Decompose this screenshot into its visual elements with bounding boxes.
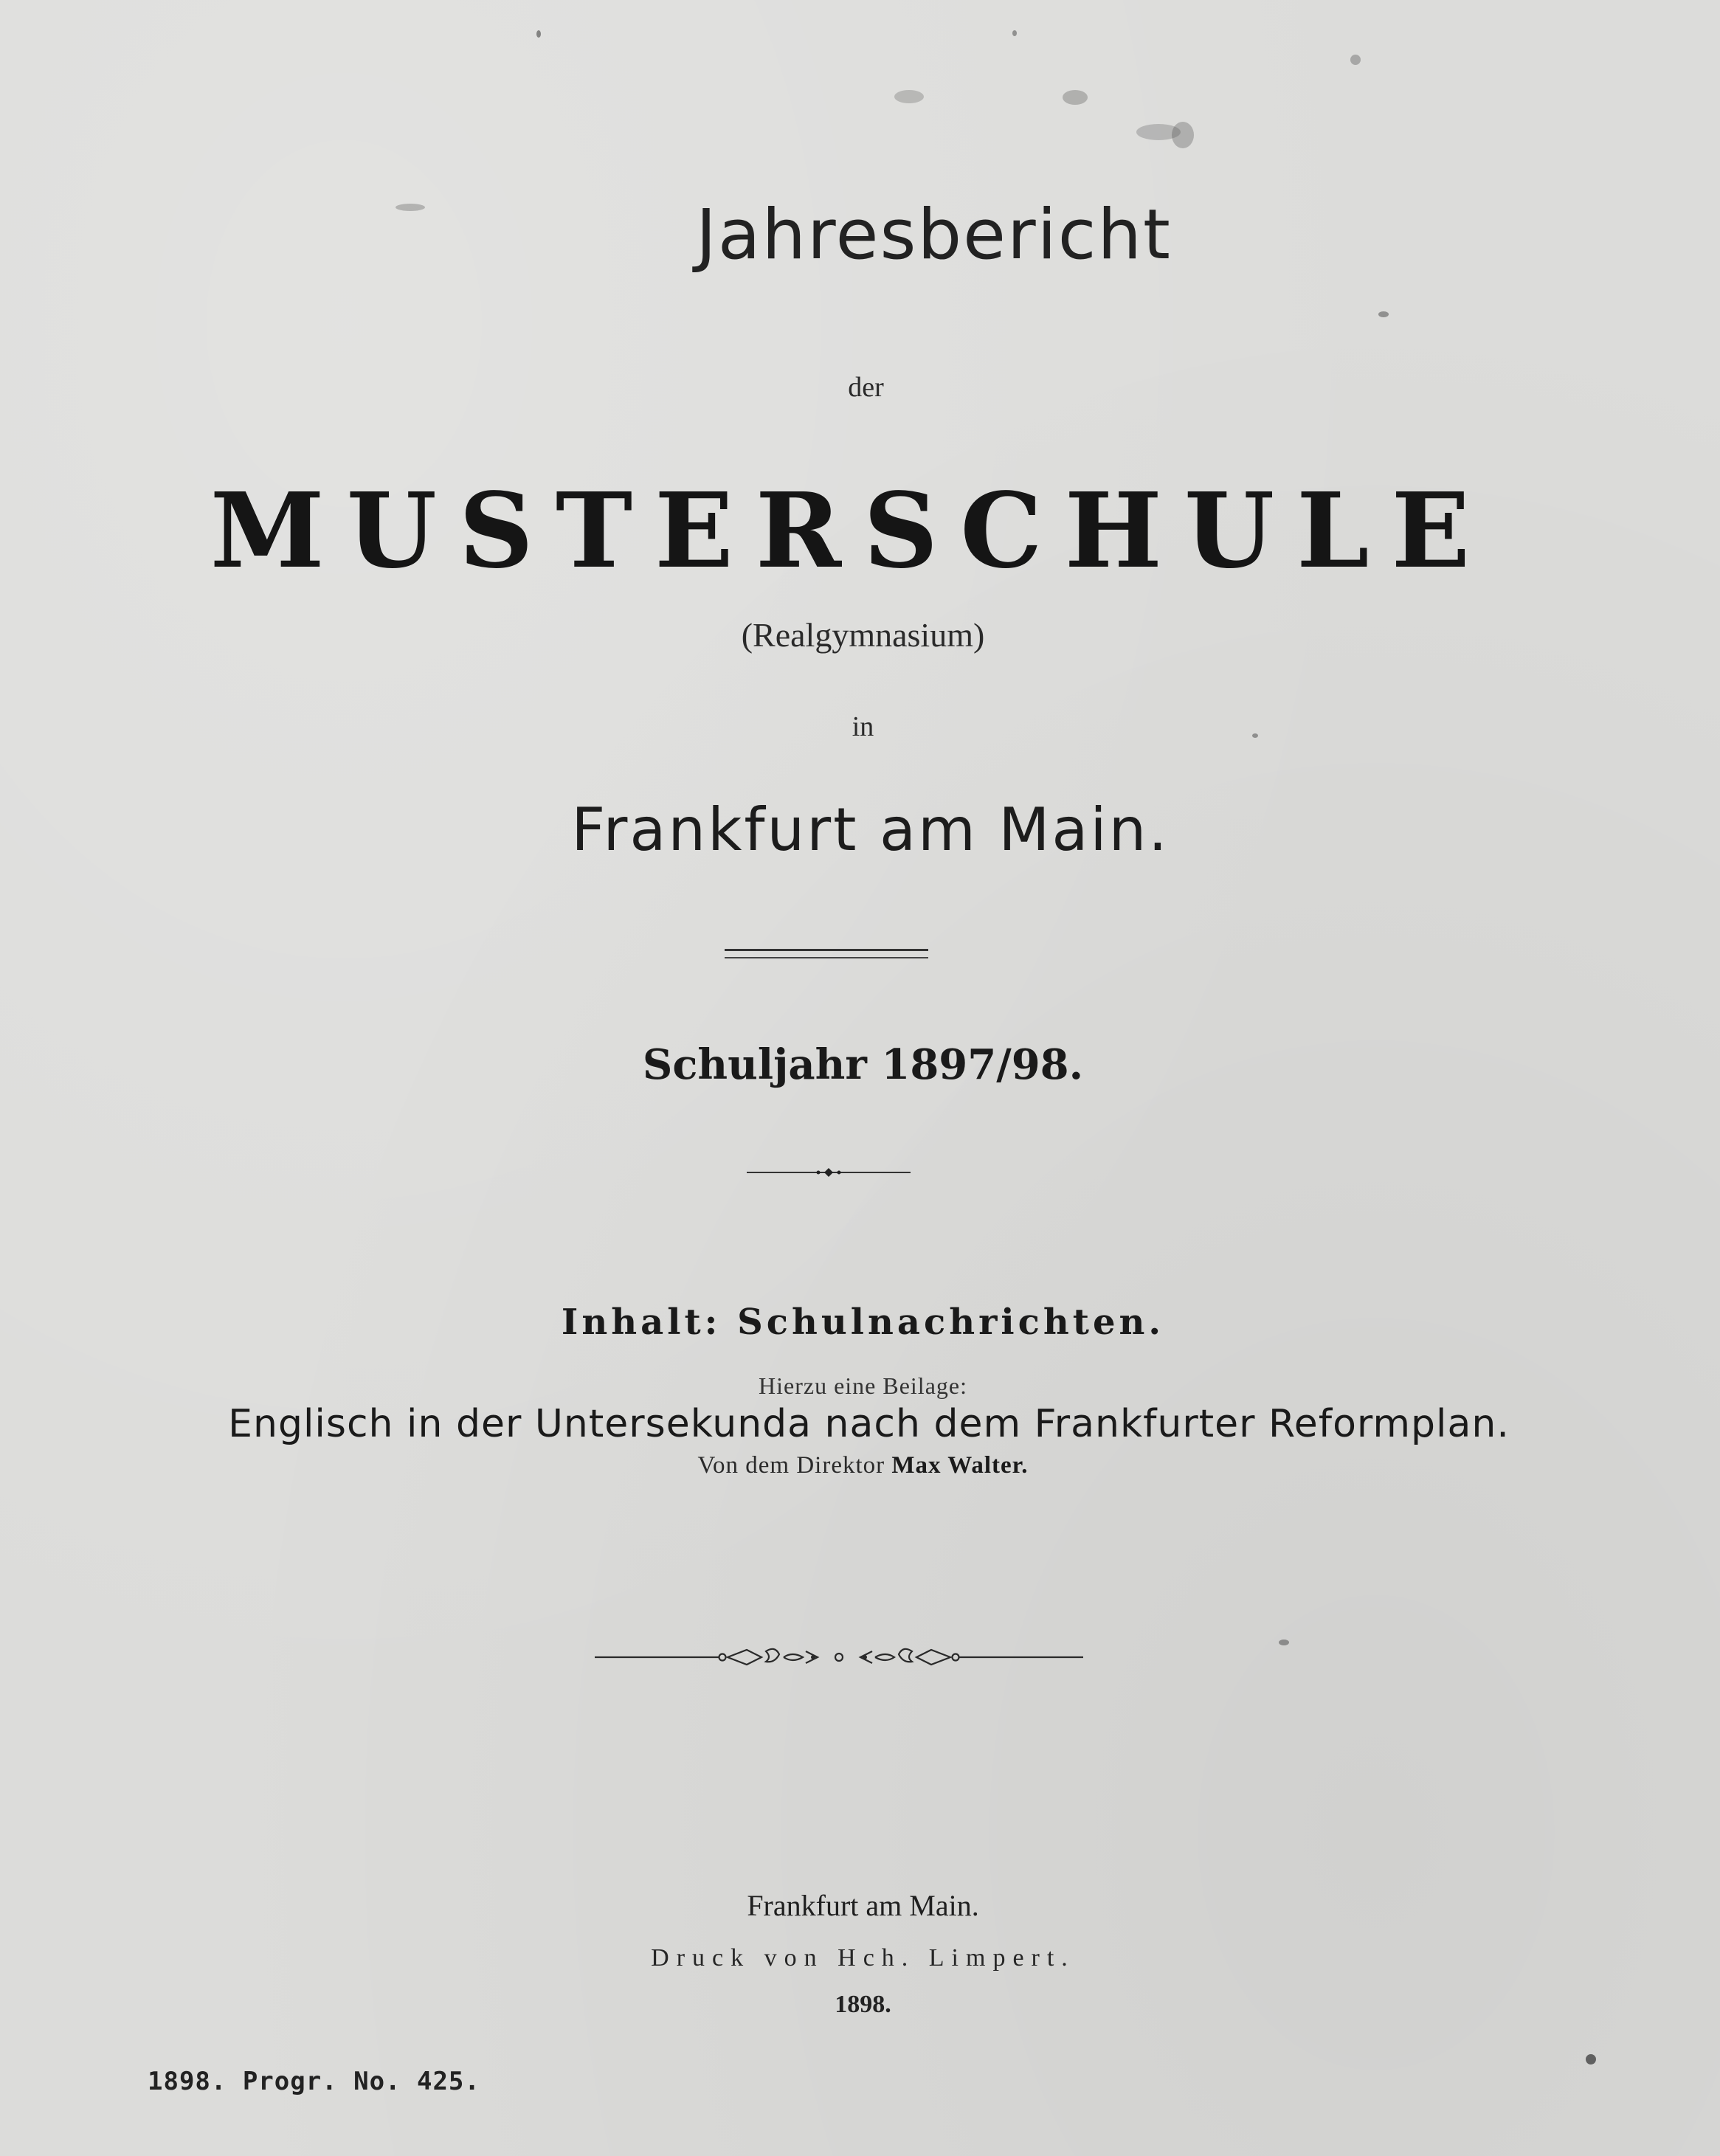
school-type: (Realgymnasium) xyxy=(741,616,985,654)
author-line xyxy=(3,1454,1720,1478)
scan-speck xyxy=(1252,733,1258,738)
scan-speck xyxy=(894,90,924,103)
scan-speck xyxy=(1378,311,1389,317)
scan-speck xyxy=(536,30,541,38)
scan-speck xyxy=(1350,55,1361,65)
school-name: MUSTERSCHULE xyxy=(210,471,1493,592)
author-prefix: Von dem Direktor xyxy=(697,1452,885,1479)
scan-speck xyxy=(1172,122,1194,148)
scan-speck xyxy=(396,204,425,211)
supplement-intro: Hierzu eine Beilage: xyxy=(759,1372,967,1399)
article-der: der xyxy=(848,372,884,403)
scan-speck xyxy=(1012,30,1017,36)
diamond-rule-divider xyxy=(747,1167,911,1178)
scan-speck xyxy=(1279,1640,1289,1645)
scan-speck xyxy=(1063,90,1088,105)
school-year: Schuljahr 1897/98. xyxy=(642,1040,1084,1089)
supplement-title: Englisch in der Untersekunda nach dem Frankfurter Reformplan. xyxy=(228,1402,1510,1446)
program-number: 1898. Progr. No. 425. xyxy=(148,2067,480,2096)
double-rule-divider xyxy=(725,949,928,958)
city-heading: Frankfurt am Main. xyxy=(571,795,1170,864)
ornament-divider xyxy=(595,1635,1083,1675)
imprint-year: 1898. xyxy=(835,1991,891,2018)
report-title: Jahresbericht xyxy=(696,195,1172,275)
scan-speck xyxy=(1586,2054,1596,2065)
author-name: Max Walter. xyxy=(891,1452,1029,1479)
contents-line: Inhalt: Schulnachrichten. xyxy=(561,1302,1165,1343)
preposition-in: in xyxy=(852,711,874,742)
imprint-printer: Druck von Hch. Limpert. xyxy=(651,1944,1075,1972)
imprint-city: Frankfurt am Main. xyxy=(747,1889,979,1922)
